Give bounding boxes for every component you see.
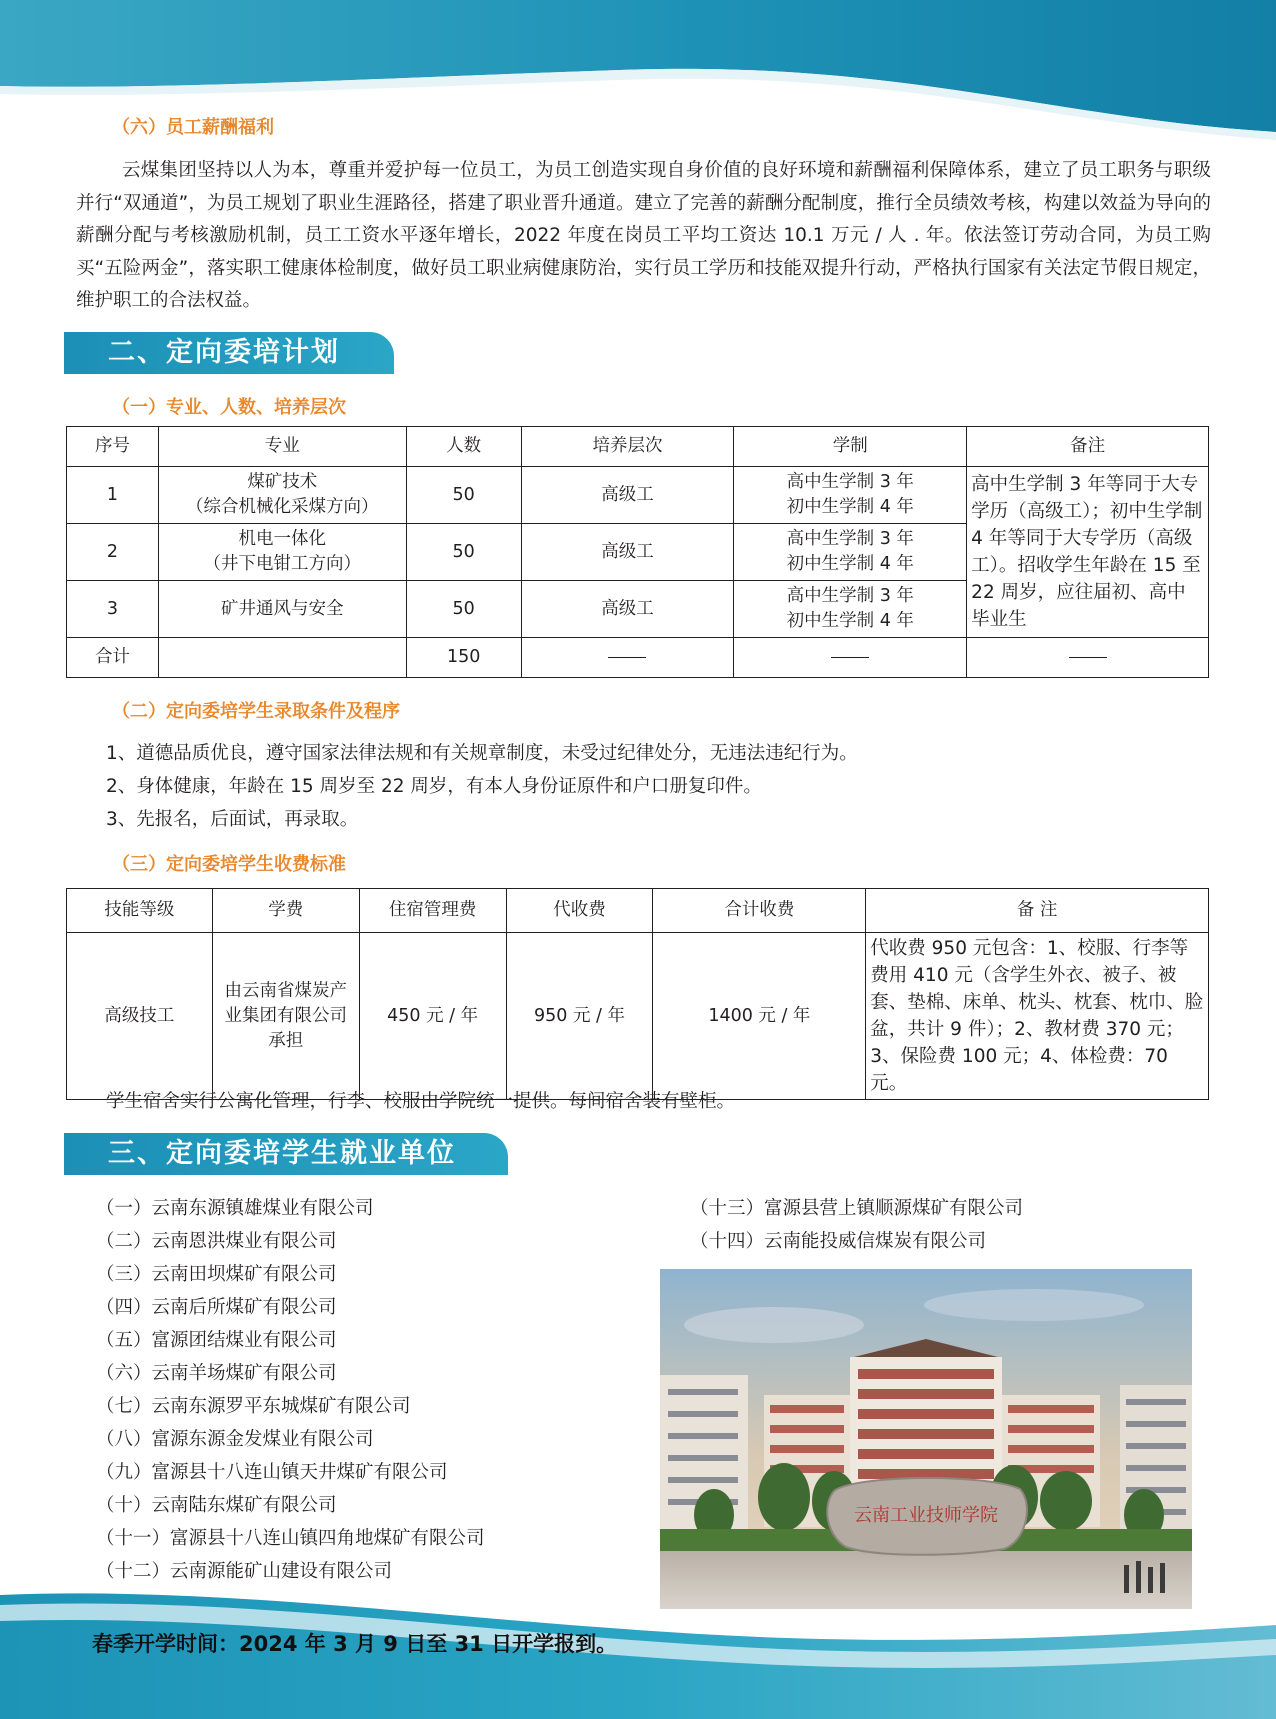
row-system	[734, 467, 967, 524]
system-line: 高中生学制 3 年	[786, 529, 914, 549]
major-line: 机电一体化	[238, 529, 327, 549]
header-note: 备注	[967, 427, 1209, 467]
total-system-dash	[734, 638, 967, 678]
employer-item: （十三）富源县营上镇顺源煤矿有限公司	[690, 1198, 1024, 1219]
system-line: 初中生学制 4 年	[786, 554, 914, 574]
total-level-dash	[521, 638, 734, 678]
fee-note: 代收费 950 元包含：1、校服、行李等费用 410 元（含学生外衣、被子、被套、垫棉、床单、枕头、枕套、枕巾、脸盆，共计 9 件）；2、教材费 370 元；3、保险费 100 元；4、体检费：70 元。	[866, 933, 1209, 1100]
fee-level: 高级技工	[67, 933, 213, 1100]
total-major-empty	[158, 638, 406, 678]
header-count: 人数	[406, 427, 521, 467]
employer-item: （二）云南恩洪煤业有限公司	[96, 1231, 337, 1252]
fee-tuition	[212, 933, 359, 1100]
fee-dorm: 450 元 / 年	[359, 933, 506, 1100]
conditions-subheading: （二）定向委培学生录取条件及程序	[112, 701, 400, 722]
row-no: 3	[67, 581, 159, 638]
header-collect-fee: 代收费	[506, 889, 653, 933]
row-major	[158, 467, 406, 524]
total-row	[67, 638, 1209, 678]
enrollment-date-note: 春季开学时间：2024 年 3 月 9 日至 31 日开学报到。	[92, 1632, 618, 1656]
row-level: 高级工	[521, 524, 734, 581]
employer-item: （八）富源东源金发煤业有限公司	[96, 1429, 374, 1450]
employer-item: （五）富源团结煤业有限公司	[96, 1330, 337, 1351]
stone-inscription: 云南工业技师学院	[854, 1505, 998, 1526]
plan-note: 高中生学制 3 年等同于大专学历（高级工）；初中生学制 4 年等同于大专学历（高级工）。招收学生年龄在 15 至 22 周岁，应往届初、高中毕业生	[967, 467, 1209, 638]
employer-item: （十）云南陆东煤矿有限公司	[96, 1495, 337, 1516]
welfare-paragraph: 云煤集团坚持以人为本，尊重并爱护每一位员工，为员工创造实现自身价值的良好环境和薪酬福利保障体系，建立了员工职务与职级并行“双通道”，为员工规划了职业生涯路径，搭建了职业晋升通道。建立了完善的薪酬分配制度，推行全员绩效考核，构建以效益为导向的薪酬分配与考核激励机制，员工工资水平逐年增长，2022 年度在岗员工平均工资达 10.1 万元 / 人 . 年。依法签订劳动合同，为员工购买“五险两金”，落实职工健康体检制度，做好员工职业病健康防治，实行员工学历和技能双提升行动，严格执行国家有关法定节假日规定，维护职工的合法权益。	[76, 160, 1211, 311]
major-direction: （综合机械化采煤方向）	[186, 497, 379, 517]
employer-item: （六）云南羊场煤矿有限公司	[96, 1363, 337, 1384]
table-row	[67, 933, 1209, 1100]
tuition-line: 业集团有限公司	[224, 1005, 348, 1026]
condition-item: 1、道德品质优良，遵守国家法律法规和有关规章制度，未受过纪律处分，无违法违纪行为。	[106, 743, 858, 764]
row-count: 50	[406, 581, 521, 638]
row-count: 50	[406, 467, 521, 524]
employer-item: （一）云南东源镇雄煤业有限公司	[96, 1198, 374, 1219]
employer-item: （十二）云南源能矿山建设有限公司	[96, 1561, 393, 1582]
header-major: 专业	[158, 427, 406, 467]
row-no: 2	[67, 524, 159, 581]
fee-collect: 950 元 / 年	[506, 933, 653, 1100]
header-remark: 备 注	[866, 889, 1209, 933]
total-count: 150	[406, 638, 521, 678]
total-label: 合计	[67, 638, 159, 678]
header-dorm-fee: 住宿管理费	[359, 889, 506, 933]
tuition-line: 承担	[268, 1030, 304, 1051]
fee-total: 1400 元 / 年	[653, 933, 866, 1100]
plan-subheading: （一）专业、人数、培养层次	[112, 397, 346, 418]
fee-table-header	[67, 889, 1209, 933]
plan-table	[66, 426, 1209, 678]
row-major	[158, 524, 406, 581]
employer-item: （四）云南后所煤矿有限公司	[96, 1297, 337, 1318]
fee-table	[66, 888, 1209, 1100]
major-line: 煤矿技术	[247, 472, 318, 492]
section-2-title: 二、定向委培计划	[64, 332, 394, 374]
header-level: 培养层次	[521, 427, 734, 467]
employer-item: （七）云南东源罗平东城煤矿有限公司	[96, 1396, 411, 1417]
header-system: 学制	[734, 427, 967, 467]
header-total-fee: 合计收费	[653, 889, 866, 933]
system-line: 初中生学制 4 年	[786, 497, 914, 517]
major-direction: （井下电钳工方向）	[203, 554, 362, 574]
condition-item: 3、先报名，后面试，再录取。	[106, 809, 359, 830]
row-system	[734, 581, 967, 638]
row-major: 矿井通风与安全	[158, 581, 406, 638]
row-level: 高级工	[521, 581, 734, 638]
employer-item: （九）富源县十八连山镇天井煤矿有限公司	[96, 1462, 448, 1483]
welfare-heading: （六）员工薪酬福利	[112, 117, 274, 138]
fee-subheading: （三）定向委培学生收费标准	[112, 854, 346, 875]
dorm-note: 学生宿舍实行公寓化管理，行李、校服由学院统一提供。每间宿舍装有壁柜。	[106, 1091, 736, 1112]
employer-item: （十四）云南能投威信煤炭有限公司	[690, 1231, 987, 1252]
row-level: 高级工	[521, 467, 734, 524]
system-line: 高中生学制 3 年	[786, 586, 914, 606]
header-skill-level: 技能等级	[67, 889, 213, 933]
employer-item: （十一）富源县十八连山镇四角地煤矿有限公司	[96, 1528, 485, 1549]
campus-photo	[654, 1265, 1198, 1615]
system-line: 初中生学制 4 年	[786, 611, 914, 631]
table-row	[67, 467, 1209, 524]
header-no: 序号	[67, 427, 159, 467]
condition-item: 2、身体健康，年龄在 15 周岁至 22 周岁，有本人身份证原件和户口册复印件。	[106, 776, 762, 797]
row-count: 50	[406, 524, 521, 581]
employer-item: （三）云南田坝煤矿有限公司	[96, 1264, 337, 1285]
system-line: 高中生学制 3 年	[786, 472, 914, 492]
header-tuition: 学费	[212, 889, 359, 933]
section-3-title: 三、定向委培学生就业单位	[64, 1133, 508, 1175]
row-no: 1	[67, 467, 159, 524]
row-system	[734, 524, 967, 581]
total-note-dash	[967, 638, 1209, 678]
plan-table-header	[67, 427, 1209, 467]
tuition-line: 由云南省煤炭产	[224, 980, 348, 1001]
